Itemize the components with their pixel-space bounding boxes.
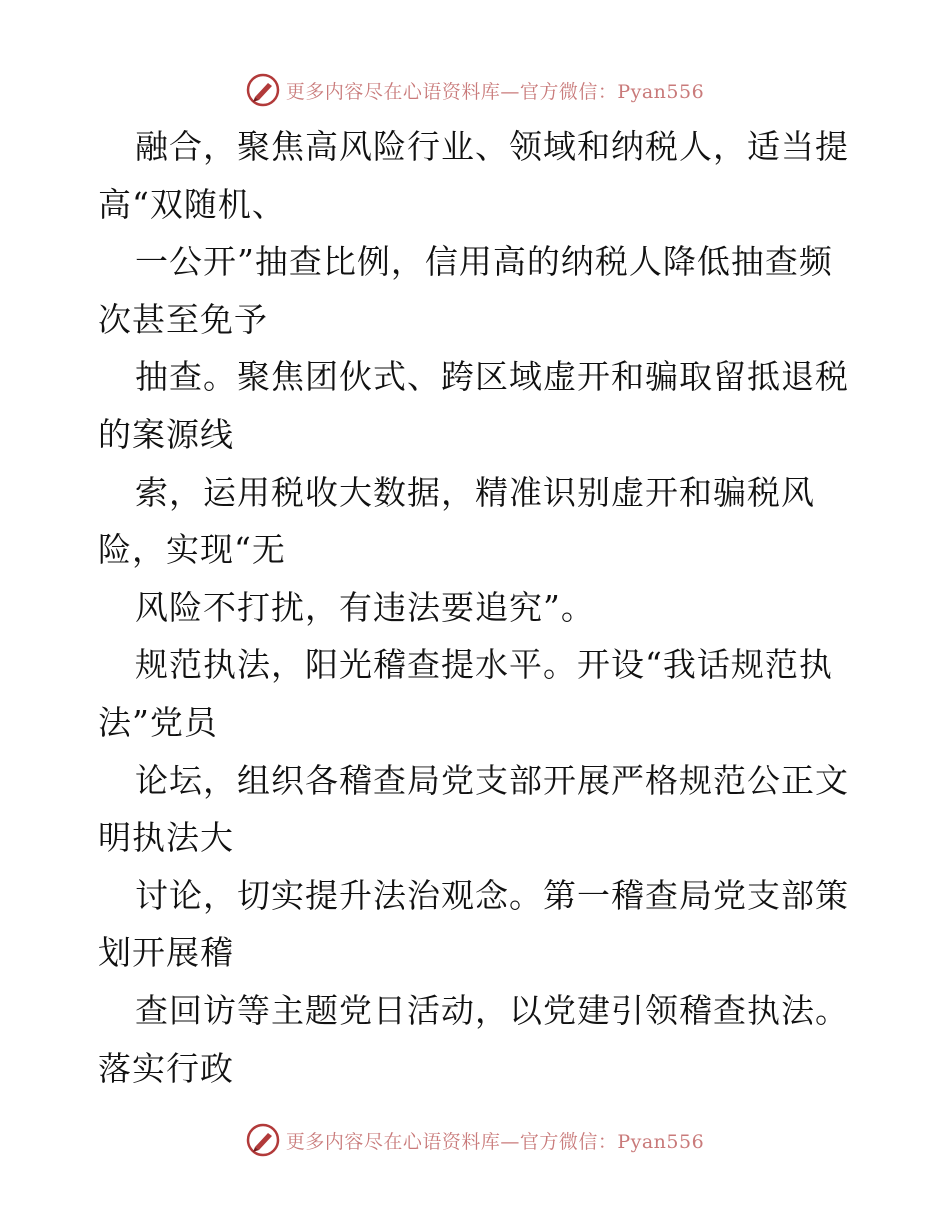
body-line: 讨论，切实提升法治观念。第一稽查局党支部策 [135, 875, 849, 915]
document-body [98, 118, 858, 1097]
body-line: 风险不打扰，有违法要追究”。 [135, 587, 595, 627]
body-line: 一公开”抽查比例，信用高的纳税人降低抽查频 [135, 242, 833, 282]
body-line: 划开展稽 [98, 933, 234, 973]
body-line: 险，实现“无 [98, 530, 286, 570]
body-line: 次甚至免予 [98, 299, 268, 339]
body-line: 的案源线 [98, 414, 234, 454]
body-line: 论坛，组织各稽查局党支部开展严格规范公正文 [135, 760, 849, 800]
pen-logo-icon [246, 1123, 280, 1157]
pen-logo-icon [246, 73, 280, 107]
footer-watermark [0, 1120, 950, 1160]
body-line: 索，运用税收大数据，精准识别虚开和骗税风 [135, 472, 815, 512]
footer-watermark-text: 更多内容尽在心语资料库—官方微信：Pyan556 [285, 1130, 705, 1153]
body-line: 规范执法，阳光稽查提水平。开设“我话规范执 [135, 645, 833, 685]
header-watermark [0, 70, 950, 110]
body-line: 融合，聚焦高风险行业、领域和纳税人，适当提 [135, 127, 849, 166]
body-line: 明执法大 [98, 818, 234, 858]
body-line: 高“双随机、 [98, 184, 286, 224]
header-watermark-text: 更多内容尽在心语资料库—官方微信：Pyan556 [285, 80, 705, 103]
body-line: 法”党员 [98, 702, 218, 742]
body-line: 落实行政 [98, 1048, 234, 1088]
body-line: 抽查。聚焦团伙式、跨区域虚开和骗取留抵退税 [135, 357, 849, 397]
body-line: 查回访等主题党日活动，以党建引领稽查执法。 [135, 990, 849, 1030]
